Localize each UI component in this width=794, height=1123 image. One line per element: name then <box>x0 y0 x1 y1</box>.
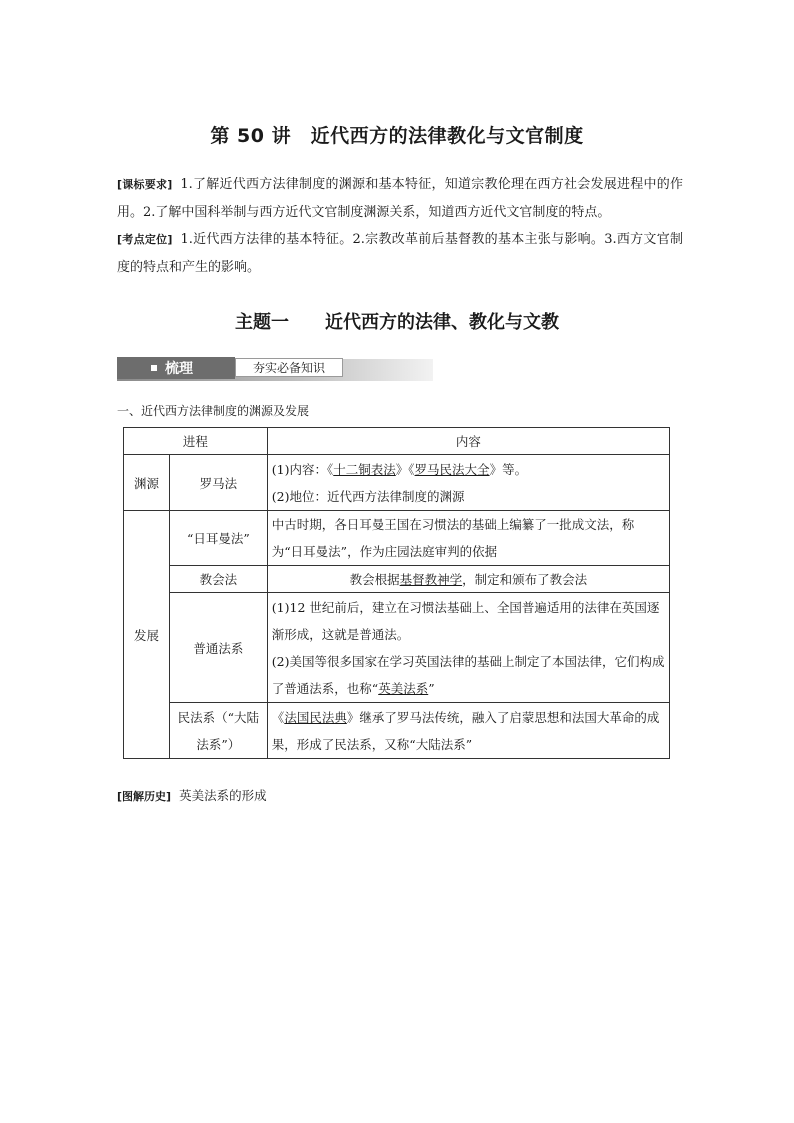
figure-caption <box>117 786 267 804</box>
section-banner <box>117 357 433 381</box>
roman-line-1-pre: (1)内容：《 <box>271 461 334 477</box>
requirements-text: 1.了解近代西方法律制度的渊源和基本特征，知道宗教伦理在西方社会发展进程中的作用。2.了解中国科举制与西方近代文官制度渊源关系，知道西方近代文官制度的特点。 <box>117 177 683 220</box>
caption-text: 英美法系的形成 <box>179 788 267 803</box>
row-content-germanic: 中古时期，各日耳曼王国在习惯法的基础上编纂了一批成文法，称为“日耳曼法”，作为庄园法庭审判的依据 <box>267 511 669 566</box>
row-label-common: 普通法系 <box>169 593 267 703</box>
square-bullet-icon <box>151 365 157 371</box>
row-label-germanic: “日耳曼法” <box>169 511 267 566</box>
common-line-2-pre: (2)美国等很多国家在学习英国法律的基础上制定了本国法律，它们构成了普通法系，也称“ <box>271 653 665 696</box>
banner-label-text: 梳理 <box>165 361 193 377</box>
table-row <box>124 703 670 759</box>
requirements-tag: [课标要求] <box>117 178 173 191</box>
focus-tag: [考点定位] <box>117 233 173 246</box>
topic-heading: 主题一 近代西方的法律、教化与文教 <box>235 312 559 333</box>
common-term: 英美法系 <box>378 680 429 696</box>
caption-tag: [图解历史] <box>117 790 172 803</box>
civil-pre: 《 <box>271 709 285 725</box>
section-heading: 一、近代西方法律制度的渊源及发展 <box>117 404 310 418</box>
roman-term-2: 罗马民法大全 <box>414 461 490 477</box>
group-develop: 发展 <box>124 511 170 759</box>
table-row <box>124 593 670 703</box>
curriculum-requirements <box>117 171 683 226</box>
table-row <box>124 566 670 593</box>
common-line-2-post: ” <box>428 680 435 696</box>
common-line-1: (1)12 世纪前后，建立在习惯法基础上、全国普遍适用的法律在英国逐渐形成，这就是普通法。 <box>271 599 660 642</box>
intro-block <box>117 171 683 281</box>
page-title: 第 50 讲 近代西方的法律教化与文官制度 <box>210 125 584 147</box>
group-source: 渊源 <box>124 455 170 511</box>
exam-focus <box>117 226 683 281</box>
roman-line-1-post: 》等。 <box>489 461 528 477</box>
banner-label <box>117 357 235 379</box>
roman-line-1 <box>272 456 665 483</box>
roman-line-2: (2)地位：近代西方法律制度的渊源 <box>271 488 465 504</box>
civil-term: 法国民法典 <box>284 709 347 725</box>
canon-term: 基督教神学 <box>399 572 463 587</box>
civil-post: 》继承了罗马法传统，融入了启蒙思想和法国大革命的成果，形成了民法系，又称“大陆法系” <box>271 709 660 752</box>
header-process: 进程 <box>124 428 268 455</box>
row-content-canon <box>267 566 669 593</box>
common-line-2 <box>272 648 665 702</box>
canon-pre: 教会根据 <box>349 572 400 587</box>
law-history-table <box>123 427 670 759</box>
row-label-roman: 罗马法 <box>169 455 267 511</box>
header-content: 内容 <box>267 428 669 455</box>
table-row <box>124 511 670 566</box>
row-label-civil: 民法系（“大陆法系”） <box>169 703 267 759</box>
table-row <box>124 455 670 511</box>
row-label-canon: 教会法 <box>169 566 267 593</box>
canon-post: ，制定和颁布了教会法 <box>462 572 588 587</box>
focus-text: 1.近代西方法律的基本特征。2.宗教改革前后基督教的基本主张与影响。3.西方文官制度的特点和产生的影响。 <box>117 232 683 275</box>
roman-line-1-mid: 》《 <box>395 461 415 477</box>
banner-subtitle: 夯实必备知识 <box>235 358 343 377</box>
row-content-roman <box>267 455 669 511</box>
table-header-row <box>124 428 670 455</box>
roman-term-1: 十二铜表法 <box>333 461 396 477</box>
row-content-civil <box>267 703 669 759</box>
row-content-common <box>267 593 669 703</box>
